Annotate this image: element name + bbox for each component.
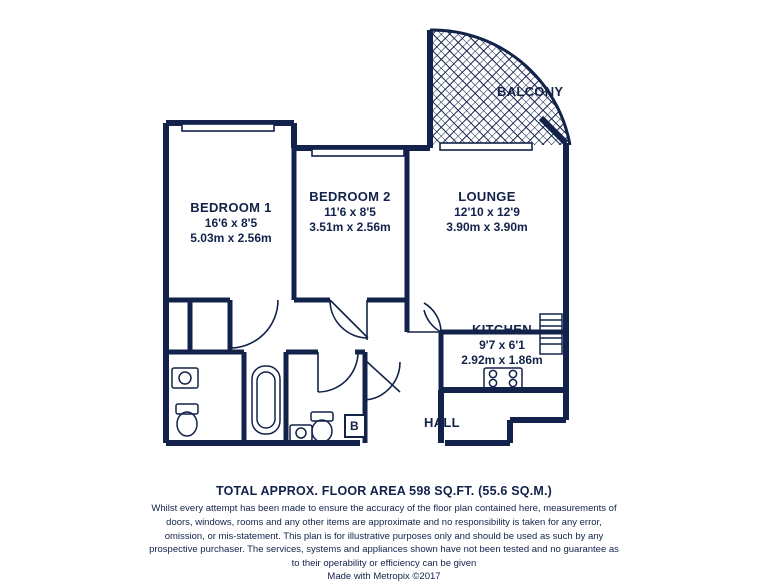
room-name: BEDROOM 1	[190, 200, 272, 215]
label-balcony: BALCONY	[497, 84, 564, 99]
room-label-kitchen	[456, 322, 548, 368]
room-dims-metric: 5.03m x 2.56m	[190, 231, 272, 246]
room-dims-metric: 2.92m x 1.86m	[461, 353, 543, 368]
label-hall: HALL	[424, 415, 460, 430]
room-name: BEDROOM 2	[309, 189, 391, 204]
room-dims-metric: 3.90m x 3.90m	[446, 220, 528, 235]
room-dims-imperial: 16'6 x 8'5	[204, 216, 258, 231]
room-dims-imperial: 9'7 x 6'1	[479, 338, 525, 353]
label-boiler: B	[350, 419, 359, 433]
room-dims-imperial: 11'6 x 8'5	[324, 205, 376, 220]
footer	[0, 484, 768, 582]
room-label-lounge	[441, 189, 533, 235]
total-floor-area: TOTAL APPROX. FLOOR AREA 598 SQ.FT. (55.6 SQ.M.)	[215, 484, 553, 498]
room-name: LOUNGE	[458, 189, 516, 204]
room-label-bedroom-2	[304, 189, 396, 235]
room-dims-imperial: 12'10 x 12'9	[454, 205, 520, 220]
room-name: KITCHEN	[472, 322, 532, 337]
room-dims-metric: 3.51m x 2.56m	[309, 220, 391, 235]
bathroom-fixtures	[172, 366, 333, 442]
room-label-bedroom-1	[185, 200, 277, 246]
credit-text: Made with Metropix ©2017	[327, 570, 441, 582]
disclaimer-text: Whilst every attempt has been made to ensure the accuracy of the floor plan contained here, measurements of doors, windows, rooms and any other items are approximate and no responsibility is taken for any error, omission, or mis-statement. This plan is for illustrative purposes only and should be used as such by any prospective purchaser. The services, systems and appliances shown have not been tested and no guarantee as to their operability or efficiency can be given	[149, 503, 619, 570]
